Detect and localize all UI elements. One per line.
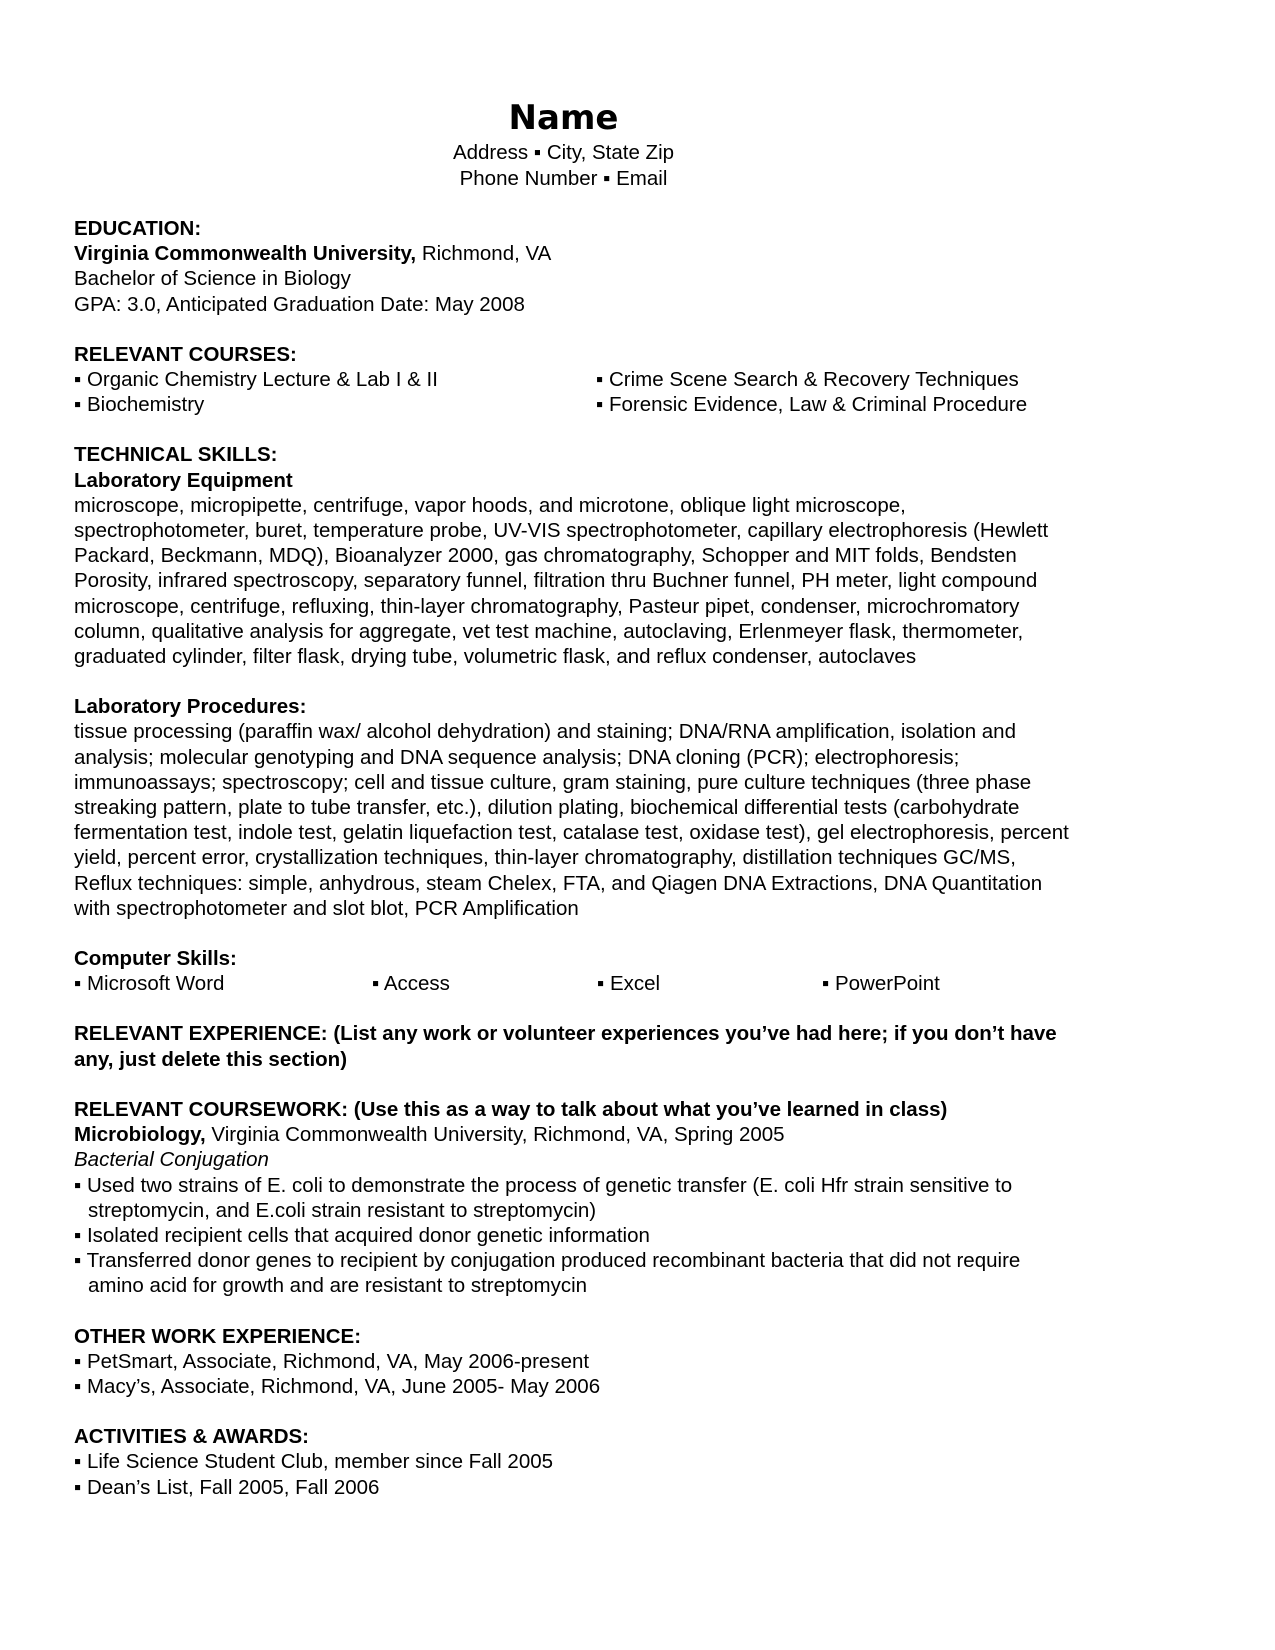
equipment-list bbox=[74, 493, 1204, 669]
courses-row bbox=[74, 367, 1204, 392]
equipment-heading: Laboratory Equipment bbox=[74, 468, 293, 492]
equipment-line: microscope, micropipette, centrifuge, vapor hoods, and microtone, oblique light microscope, bbox=[74, 493, 906, 517]
candidate-name: Name bbox=[508, 98, 619, 138]
procedures-line: with spectrophotometer and slot blot, PCR Amplification bbox=[74, 896, 579, 920]
school-location: Richmond, VA bbox=[416, 242, 552, 266]
computer-skills-row bbox=[74, 971, 1204, 996]
activities-section bbox=[74, 1424, 1204, 1500]
procedures-heading: Laboratory Procedures: bbox=[74, 695, 307, 719]
experience-heading: RELEVANT EXPERIENCE: (List any work or volunteer experiences you’ve had here; if you don’t have bbox=[74, 1022, 1057, 1046]
school-name: Virginia Commonwealth University, bbox=[74, 242, 417, 266]
equipment-line: column, qualitative analysis for aggregate, vet test machine, autoclaving, Erlenmeyer flask, thermometer, bbox=[74, 619, 1024, 643]
experience-section bbox=[74, 1021, 1204, 1071]
equipment-line: microscope, centrifuge, refluxing, thin-layer chromatography, Pasteur pipet, condenser, microchromatory bbox=[74, 594, 1020, 618]
education-section bbox=[74, 216, 1204, 317]
equipment-line: graduated cylinder, filter flask, drying tube, volumetric flask, and reflux condenser, autoclaves bbox=[74, 645, 917, 669]
course-item: ▪ Biochemistry bbox=[74, 393, 205, 417]
course-detail: Virginia Commonwealth University, Richmond, VA, Spring 2005 bbox=[205, 1123, 785, 1147]
course-item: ▪ Crime Scene Search & Recovery Techniques bbox=[596, 368, 1019, 392]
courses-section bbox=[74, 342, 1204, 418]
address-line: Address ▪ City, State Zip bbox=[452, 141, 675, 164]
procedures-line: analysis; molecular genotyping and DNA sequence analysis; DNA cloning (PCR); electrophoresis; bbox=[74, 745, 960, 769]
course-item: ▪ Organic Chemistry Lecture & Lab I & II bbox=[74, 368, 438, 392]
computer-skill: ▪ Access bbox=[372, 972, 450, 996]
coursework-section bbox=[74, 1097, 1204, 1299]
equipment-line: Porosity, infrared spectroscopy, separatory funnel, filtration thru Buchner funnel, PH meter, light compound bbox=[74, 569, 1038, 593]
gpa-line: GPA: 3.0, Anticipated Graduation Date: May 2008 bbox=[74, 292, 525, 316]
education-school-line bbox=[74, 241, 1204, 266]
phone-email-line: Phone Number ▪ Email bbox=[459, 167, 668, 190]
work-item: ▪ PetSmart, Associate, Richmond, VA, May 2006-present bbox=[74, 1349, 590, 1373]
computer-skill: ▪ PowerPoint bbox=[822, 972, 940, 996]
activity-item: ▪ Dean’s List, Fall 2005, Fall 2006 bbox=[74, 1475, 380, 1499]
project-title: Bacterial Conjugation bbox=[74, 1148, 269, 1172]
computer-heading: Computer Skills: bbox=[74, 947, 237, 971]
computer-skills-section bbox=[74, 946, 1204, 996]
procedures-section bbox=[74, 694, 1204, 921]
coursework-bullet-cont: amino acid for growth and are resistant to streptomycin bbox=[88, 1274, 588, 1298]
procedures-line: streaking pattern, plate to tube transfer, etc.), dilution plating, biochemical differential tests (carbohydrate bbox=[74, 796, 1020, 820]
procedures-list bbox=[74, 719, 1204, 921]
procedures-line: Reflux techniques: simple, anhydrous, steam Chelex, FTA, and Qiagen DNA Extractions, DNA Quantitation bbox=[74, 871, 1043, 895]
courses-row bbox=[74, 392, 1204, 417]
computer-skill: ▪ Excel bbox=[597, 972, 661, 996]
procedures-line: immunoassays; spectroscopy; cell and tissue culture, gram staining, pure culture techniques (three phase bbox=[74, 770, 1032, 794]
equipment-line: Packard, Beckmann, MDQ), Bioanalyzer 2000, gas chromatography, Schopper and MIT folds, Bendsten bbox=[74, 544, 1017, 568]
coursework-bullet: ▪ Used two strains of E. coli to demonstrate the process of genetic transfer (E. coli Hfr strain sensitive to bbox=[74, 1173, 1013, 1197]
experience-heading-cont: any, just delete this section) bbox=[74, 1047, 348, 1071]
coursework-heading: RELEVANT COURSEWORK: (Use this as a way to talk about what you’ve learned in class) bbox=[74, 1097, 948, 1121]
procedures-line: tissue processing (paraffin wax/ alcohol dehydration) and staining; DNA/RNA amplification, isolation and bbox=[74, 720, 1016, 744]
procedures-line: fermentation test, indole test, gelatin liquefaction test, catalase test, oxidase test), gel electrophoresis, percent bbox=[74, 821, 1069, 845]
course-item: ▪ Forensic Evidence, Law & Criminal Procedure bbox=[596, 393, 1028, 417]
computer-skill: ▪ Microsoft Word bbox=[74, 972, 225, 996]
education-heading: EDUCATION: bbox=[74, 217, 202, 240]
degree: Bachelor of Science in Biology bbox=[74, 267, 351, 291]
work-item: ▪ Macy’s, Associate, Richmond, VA, June 2005- May 2006 bbox=[74, 1374, 601, 1398]
resume-body bbox=[74, 216, 1204, 1525]
coursework-bullet: ▪ Transferred donor genes to recipient by conjugation produced recombinant bacteria that did not require bbox=[74, 1249, 1021, 1273]
course-name: Microbiology, bbox=[74, 1123, 206, 1147]
activity-item: ▪ Life Science Student Club, member since Fall 2005 bbox=[74, 1450, 554, 1474]
procedures-line: yield, percent error, crystallization techniques, thin-layer chromatography, distillation techniques GC/MS, bbox=[74, 846, 1016, 870]
coursework-bullet: ▪ Isolated recipient cells that acquired donor genetic information bbox=[74, 1223, 650, 1247]
other-work-heading: OTHER WORK EXPERIENCE: bbox=[74, 1324, 362, 1348]
technical-heading: TECHNICAL SKILLS: bbox=[74, 443, 278, 467]
coursework-bullet-cont: streptomycin, and E.coli strain resistant to streptomycin) bbox=[88, 1198, 597, 1222]
resume-header bbox=[0, 96, 1201, 192]
coursework-course-line bbox=[74, 1122, 1204, 1147]
activities-heading: ACTIVITIES & AWARDS: bbox=[74, 1425, 309, 1449]
courses-heading: RELEVANT COURSES: bbox=[74, 342, 297, 366]
other-work-section bbox=[74, 1324, 1204, 1400]
equipment-line: spectrophotometer, buret, temperature probe, UV-VIS spectrophotometer, capillary electrophoresis (Hewlett bbox=[74, 519, 1049, 543]
technical-skills-section bbox=[74, 442, 1204, 669]
